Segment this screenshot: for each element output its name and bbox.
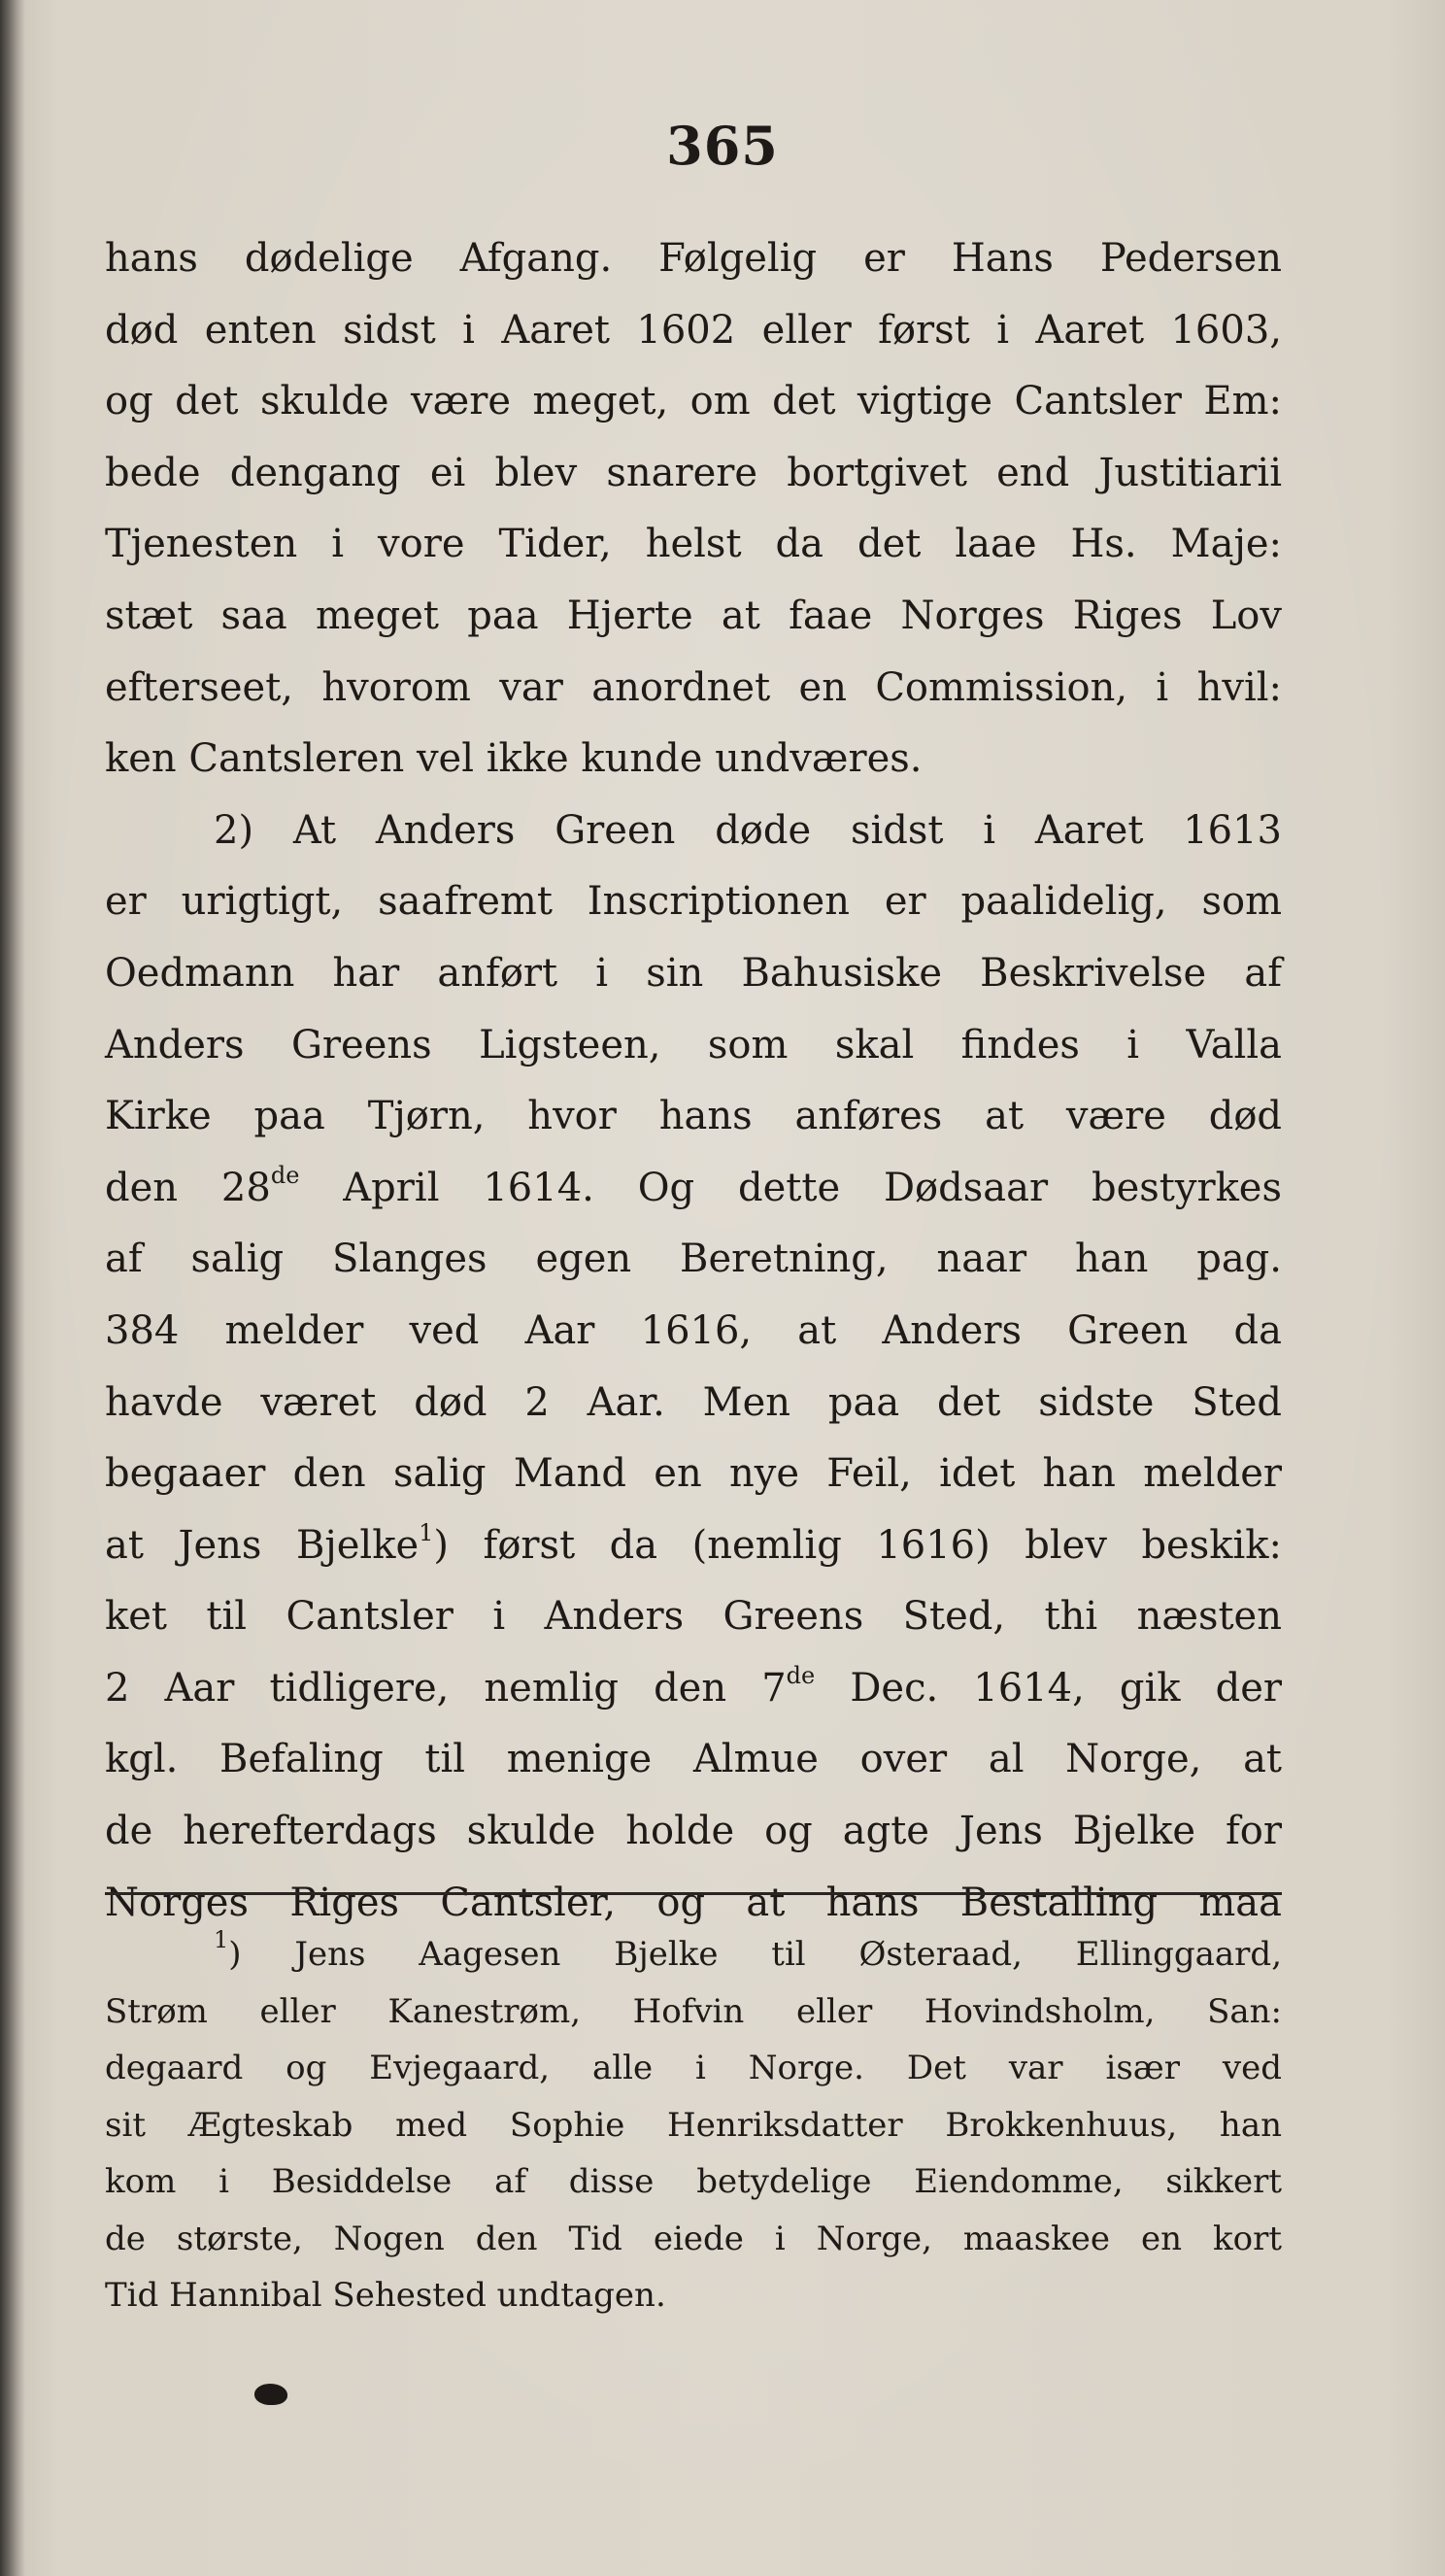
- text-line: begaaer den salig Mand en nye Feil, idet han melder: [105, 1451, 1282, 1497]
- text-run: at Jens Bjelke: [105, 1522, 420, 1568]
- footnote-line: Tid Hannibal Sehested undtagen.: [105, 2276, 666, 2315]
- superscript: de: [786, 1661, 816, 1689]
- text-run: ) først da (nemlig 1616) blev beskik:: [433, 1522, 1282, 1568]
- text-line: er urigtigt, saafremt Inscriptionen er paalidelig, som: [105, 879, 1282, 925]
- text-line: ket til Cantsler i Anders Greens Sted, thi næsten: [105, 1594, 1282, 1640]
- footnote-reference[interactable]: 1: [419, 1518, 434, 1546]
- text-line: Norges Riges Cantsler, og at hans Bestalling maa: [105, 1880, 1282, 1925]
- text-line: bede dengang ei blev snarere bortgivet end Justitiarii: [105, 450, 1282, 495]
- ink-blot: [254, 2384, 287, 2405]
- footnote-line: [105, 1926, 1282, 1983]
- text-line: af salig Slanges egen Beretning, naar han pag.: [105, 1237, 1282, 1282]
- text-line: død enten sidst i Aaret 1602 eller først i Aaret 1603,: [105, 307, 1282, 353]
- superscript: de: [270, 1161, 300, 1189]
- page-number: 365: [666, 115, 779, 177]
- text-line: kgl. Befaling til menige Almue over al Norge, at: [105, 1737, 1282, 1782]
- main-text: [105, 223, 1282, 1939]
- text-line: 384 melder ved Aar 1616, at Anders Green da: [105, 1307, 1282, 1353]
- text-run: Dec. 1614, gik der: [815, 1665, 1283, 1711]
- footnote-line: sit Ægteskab med Sophie Henriksdatter Brokkenhuus, han: [105, 2105, 1282, 2145]
- text-line: [105, 1653, 1282, 1725]
- text-run: ) Jens Aagesen Bjelke til Østeraad, Ellinggaard,: [228, 1935, 1282, 1974]
- text-line: [105, 1153, 1282, 1225]
- footnote-line: degaard og Evjegaard, alle i Norge. Det var især ved: [105, 2049, 1282, 2087]
- text-line: efterseet, hvorom var anordnet en Commission, i hvil:: [105, 664, 1282, 710]
- book-binding-edge: [0, 0, 25, 2576]
- text-line: Oedmann har anført i sin Bahusiske Beskrivelse af: [105, 950, 1282, 996]
- footnote: [105, 1926, 1282, 2324]
- paragraph-2: [105, 796, 1282, 1940]
- text-line: Anders Greens Ligsteen, som skal findes i Valla: [105, 1022, 1282, 1068]
- text-run: April 1614. Og dette Dødsaar bestyrkes: [299, 1165, 1283, 1210]
- text-line: og det skulde være meget, om det vigtige Cantsler Em:: [105, 379, 1282, 424]
- footnote-divider: [105, 1892, 1282, 1895]
- text-line: havde været død 2 Aar. Men paa det sidste Sted: [105, 1379, 1282, 1425]
- footnote-line: Strøm eller Kanestrøm, Hofvin eller Hovindsholm, San:: [105, 1991, 1282, 2031]
- text-run: den 28: [105, 1165, 271, 1210]
- text-line: Tjenesten i vore Tider, helst da det laae Hs. Maje:: [105, 522, 1282, 567]
- paragraph-1: [105, 223, 1282, 796]
- footnote-marker: 1: [214, 1926, 229, 1953]
- text-line: [105, 1510, 1282, 1582]
- text-line: hans dødelige Afgang. Følgelig er Hans Pedersen: [105, 236, 1282, 281]
- text-line: ken Cantsleren vel ikke kunde undværes.: [105, 736, 923, 782]
- text-line: stæt saa meget paa Hjerte at faae Norges Riges Lov: [105, 593, 1282, 638]
- footnote-line: kom i Besiddelse af disse betydelige Eiendomme, sikkert: [105, 2162, 1282, 2201]
- text-line: de herefterdags skulde holde og agte Jens Bjelke for: [105, 1809, 1282, 1854]
- text-line: 2) At Anders Green døde sidst i Aaret 1613: [214, 807, 1282, 853]
- text-run: 2 Aar tidligere, nemlig den 7: [105, 1665, 787, 1711]
- text-line: Kirke paa Tjørn, hvor hans anføres at være død: [105, 1094, 1282, 1139]
- footnote-line: de største, Nogen den Tid eiede i Norge, maaskee en kort: [105, 2219, 1282, 2258]
